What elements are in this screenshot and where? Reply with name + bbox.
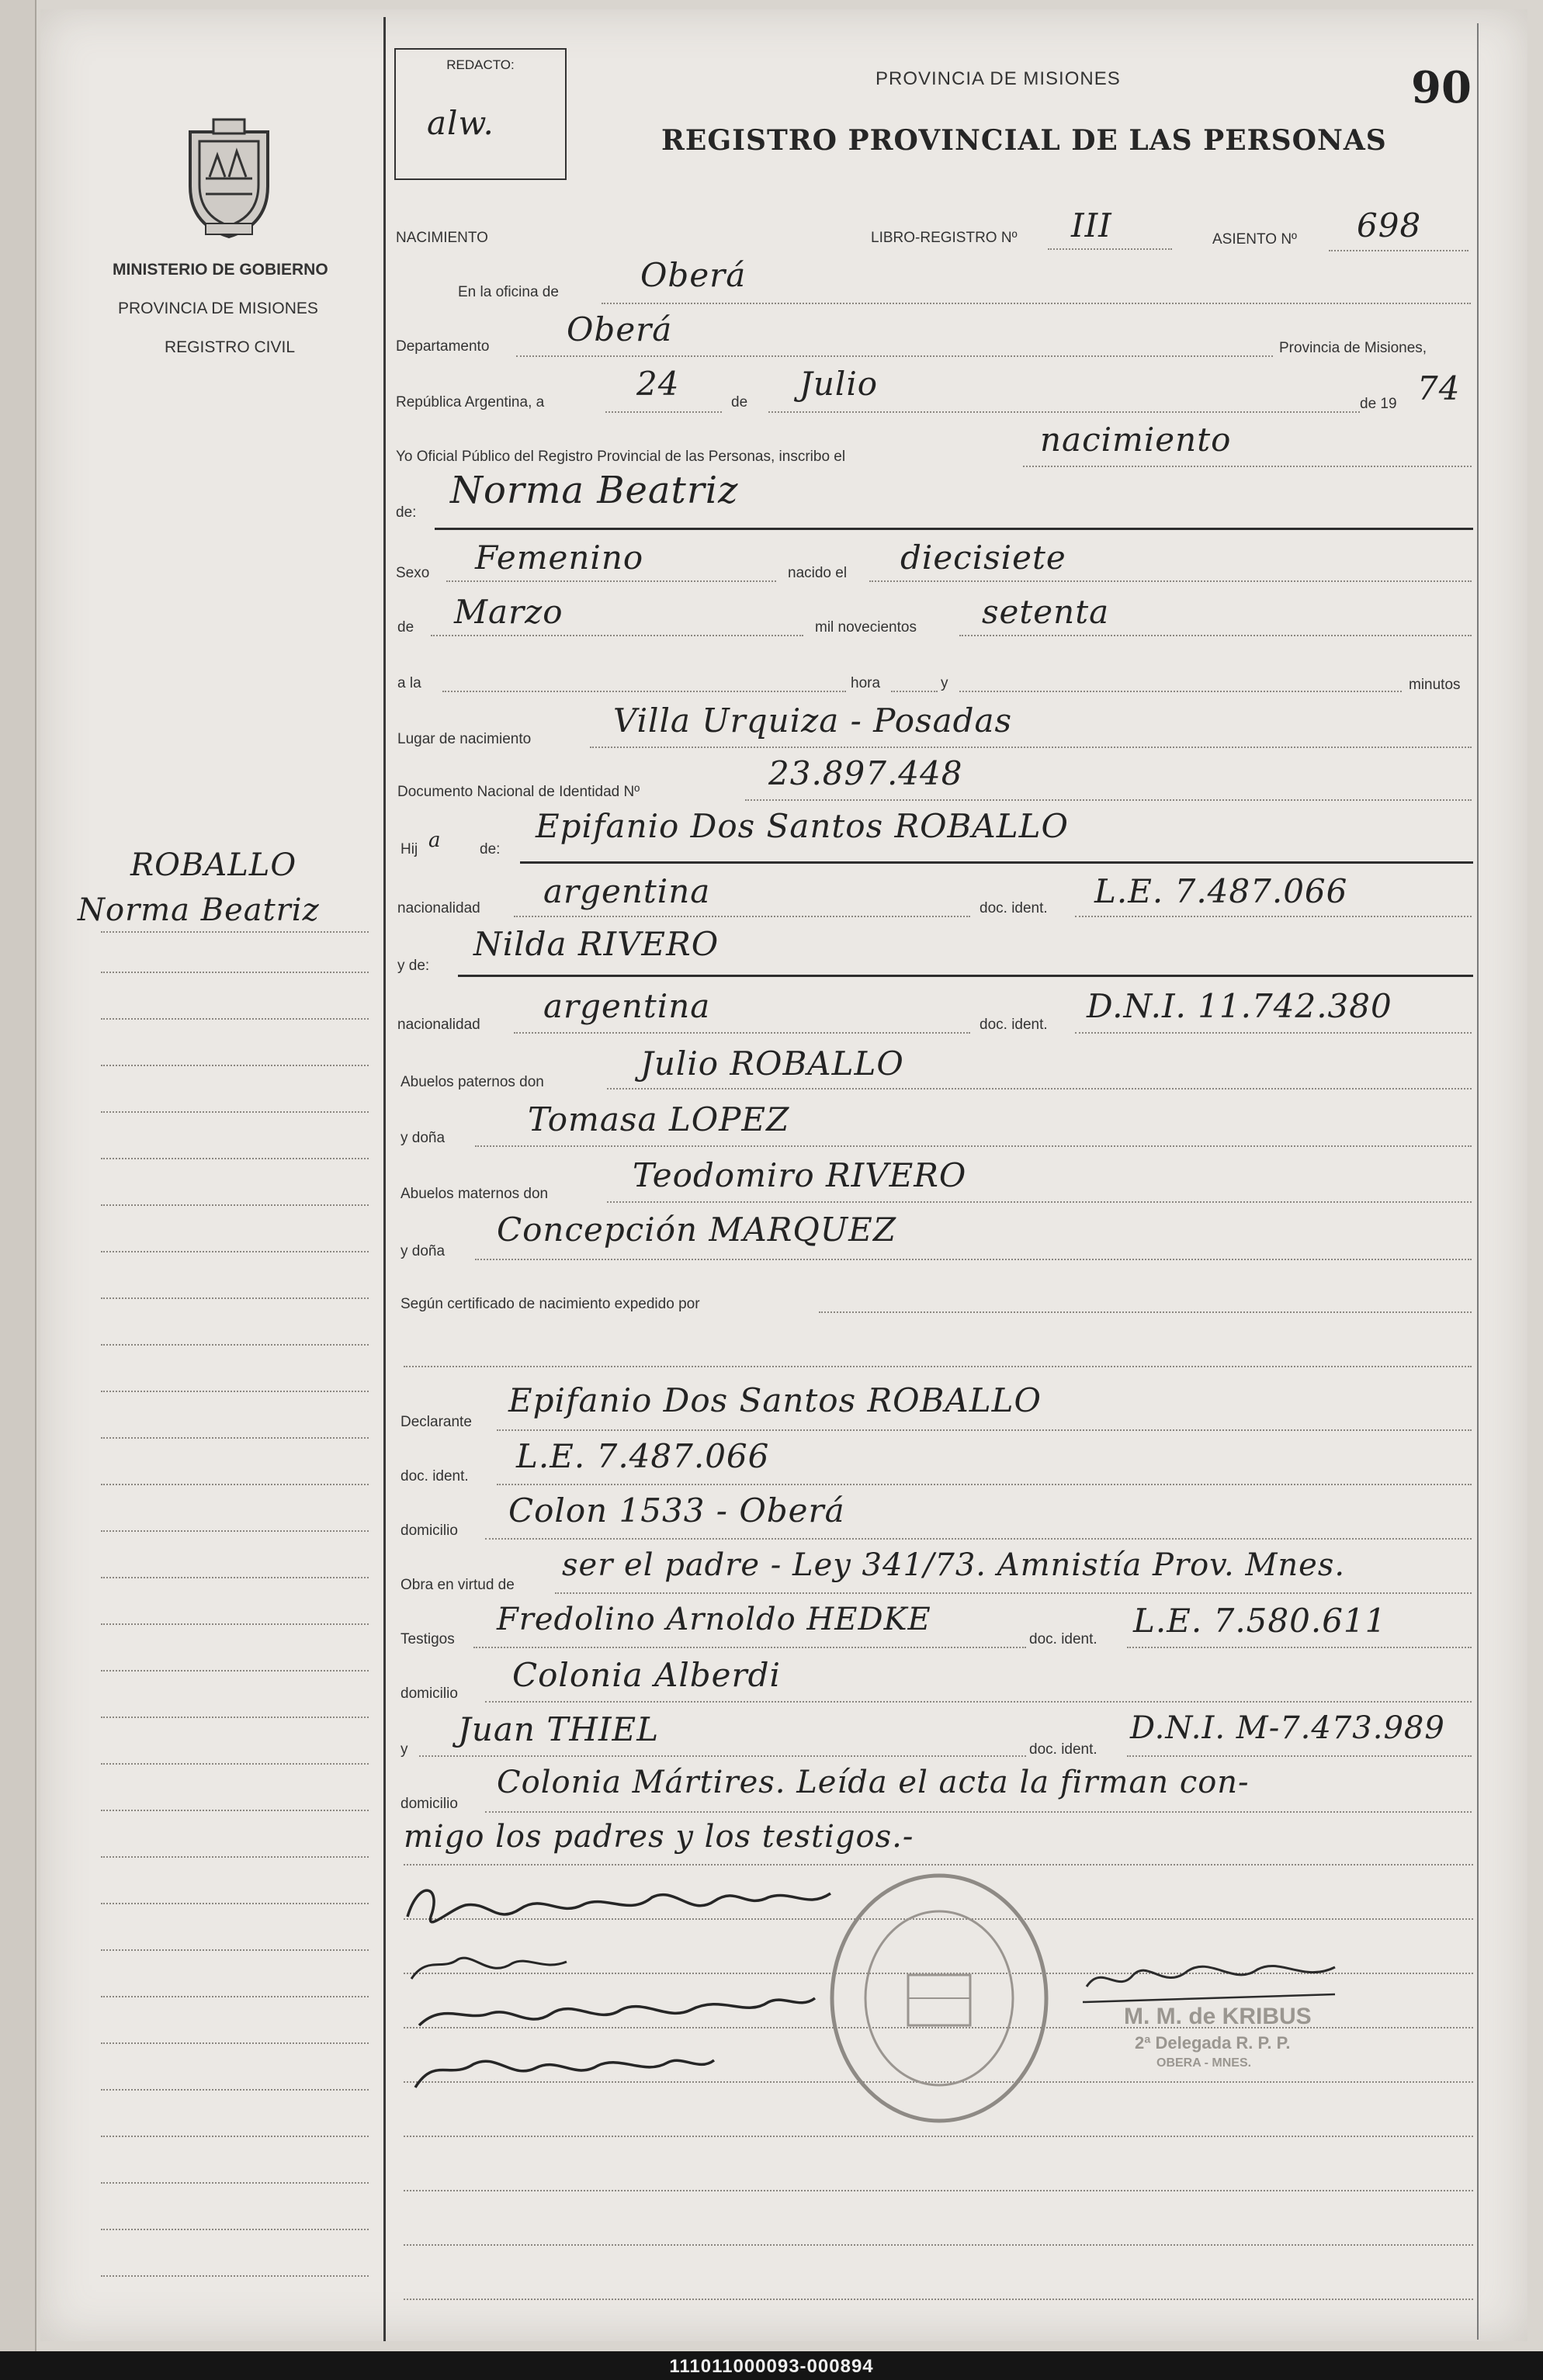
- testigo1-doc-label: doc. ident.: [1029, 1631, 1097, 1647]
- margin-surname: ROBALLO: [130, 847, 297, 883]
- obra-label: Obra en virtud de: [400, 1577, 515, 1593]
- hora-sep-line: [891, 691, 938, 692]
- ruled-line: [404, 2136, 1473, 2137]
- republica-label: República Argentina, a: [396, 394, 545, 411]
- margin-ruled-line: [101, 1065, 369, 1066]
- testigo2-dom: Colonia Mártires. Leída el acta la firman con-: [497, 1765, 1250, 1800]
- margin-ruled-line: [101, 1996, 369, 1997]
- ala-label: a la: [397, 675, 421, 691]
- day-line: [605, 411, 722, 413]
- hija-de-label: de:: [480, 841, 501, 857]
- margin-given-name: Norma Beatriz: [78, 892, 320, 928]
- obra-value: ser el padre - Ley 341/73. Amnistía Prov. Mnes.: [562, 1547, 1346, 1583]
- margin-ruled-line: [101, 1623, 369, 1625]
- testigo1-dom-label: domicilio: [400, 1685, 458, 1702]
- testigo2-dom-line: [485, 1811, 1472, 1813]
- abuelo-paterno: Julio ROBALLO: [640, 1044, 904, 1083]
- hija-label: Hij: [400, 841, 418, 857]
- page-title: REGISTRO PROVINCIAL DE LAS PERSONAS: [661, 124, 1387, 157]
- margin-ruled-line: [101, 1670, 369, 1672]
- mother-nationality-label: nacionalidad: [397, 1017, 480, 1033]
- father-nationality: argentina: [543, 872, 711, 910]
- abuela-materna: Concepción MARQUEZ: [497, 1211, 897, 1249]
- margin-ruled-line: [101, 972, 369, 973]
- margin-ruled-line: [101, 1530, 369, 1532]
- testigo2-doc-label: doc. ident.: [1029, 1741, 1097, 1758]
- margin-ruled-line: [101, 1204, 369, 1206]
- mother-doc-line: [1075, 1032, 1472, 1034]
- column-divider: [383, 17, 386, 2341]
- margin-ruled-line: [101, 1111, 369, 1113]
- birth-month-line: [431, 635, 803, 636]
- lugar-label: Lugar de nacimiento: [397, 731, 532, 747]
- dni-label: Documento Nacional de Identidad Nº: [397, 784, 640, 800]
- year-label: de 19: [1360, 396, 1397, 412]
- mother-nationality: argentina: [543, 987, 711, 1025]
- official-stamp-role: 2ª Delegada R. P. P.: [1135, 2033, 1291, 2053]
- margin-ruled-line: [101, 2229, 369, 2230]
- dni-value: 23.897.448: [768, 754, 963, 792]
- declarante-dom-line: [485, 1538, 1472, 1540]
- certificado-line: [819, 1311, 1472, 1313]
- inscribo-value: nacimiento: [1040, 421, 1232, 459]
- nacido-label: nacido el: [788, 565, 848, 581]
- father-name: Epifanio Dos Santos ROBALLO: [536, 807, 1069, 845]
- declarante-value: Epifanio Dos Santos ROBALLO: [508, 1381, 1042, 1419]
- nacido-value: diecisiete: [900, 539, 1066, 577]
- signatures-drawing: [396, 1862, 877, 2095]
- margin-ruled-line: [101, 931, 369, 933]
- father-underline: [520, 861, 1473, 864]
- testigo1-doc: L.E. 7.580.611: [1133, 1602, 1387, 1640]
- facing-page-edge: [0, 0, 36, 2351]
- margin-ruled-line: [101, 1251, 369, 1252]
- abuelo-materno: Teodomiro RIVERO: [633, 1156, 967, 1194]
- testigo2-doc: D.N.I. M-7.473.989: [1130, 1710, 1445, 1746]
- testigo1-doc-line: [1127, 1647, 1472, 1648]
- margin-ruled-line: [101, 1297, 369, 1299]
- province-seal-icon: [182, 116, 276, 241]
- oficina-line: [602, 303, 1471, 304]
- testigo2-name: Juan THIEL: [458, 1710, 660, 1748]
- testigo1-dom-line: [485, 1701, 1472, 1703]
- margin-ruled-line: [101, 2182, 369, 2184]
- declarante-line: [497, 1429, 1472, 1431]
- abuelos-mat-label: Abuelos maternos don: [400, 1186, 549, 1202]
- margin-ruled-line: [101, 2089, 369, 2091]
- testigo2-doc-line: [1127, 1755, 1472, 1757]
- de-month-label: de: [397, 619, 414, 636]
- margin-ruled-line: [101, 1158, 369, 1159]
- birth-month: Marzo: [454, 593, 563, 631]
- certificado-label: Según certificado de nacimiento expedido por: [400, 1296, 700, 1312]
- de-label: de: [731, 394, 748, 411]
- official-stamp-place: OBERA - MNES.: [1156, 2056, 1252, 2070]
- abuela-mat-line: [475, 1259, 1472, 1260]
- asiento-line: [1329, 250, 1468, 251]
- libro-value: III: [1071, 206, 1112, 244]
- footer-bar: [0, 2351, 1543, 2380]
- mother-yde-label: y de:: [397, 958, 430, 974]
- ministry-label: MINISTERIO DE GOBIERNO: [113, 261, 328, 279]
- ruled-line: [404, 2299, 1473, 2300]
- nacido-line: [869, 580, 1472, 582]
- margin-ruled-line: [101, 2275, 369, 2277]
- sidebar-registry: REGISTRO CIVIL: [165, 338, 296, 356]
- act-type-label: NACIMIENTO: [396, 230, 488, 246]
- minutos-line: [959, 691, 1402, 692]
- asiento-label: ASIENTO Nº: [1212, 231, 1297, 248]
- margin-ruled-line: [101, 1717, 369, 1718]
- obra-line: [555, 1592, 1472, 1594]
- testigo1-name: Fredolino Arnoldo HEDKE: [497, 1602, 931, 1637]
- mother-doc-label: doc. ident.: [980, 1017, 1048, 1033]
- person-name: Norma Beatriz: [450, 469, 739, 512]
- inscribo-label: Yo Oficial Público del Registro Provincial de las Personas, inscribo el: [396, 449, 846, 465]
- declarante-doc-line: [497, 1484, 1472, 1485]
- asiento-value: 698: [1357, 206, 1422, 244]
- official-stamp-name: M. M. de KRIBUS: [1124, 2004, 1312, 2029]
- mother-doc: D.N.I. 11.742.380: [1087, 987, 1392, 1025]
- margin-ruled-line: [101, 2136, 369, 2137]
- sidebar-province: PROVINCIA DE MISIONES: [118, 300, 318, 317]
- hora-label: hora: [851, 675, 881, 691]
- departamento-line: [516, 355, 1273, 357]
- testigo2-dom-label: domicilio: [400, 1796, 458, 1812]
- mother-name: Nilda RIVERO: [473, 925, 719, 963]
- departamento-label: Departamento: [396, 338, 490, 355]
- day-value: 24: [636, 365, 680, 403]
- name-underline: [435, 528, 1473, 530]
- certificado-line-2: [404, 1366, 1472, 1367]
- province-heading: PROVINCIA DE MISIONES: [876, 68, 1121, 89]
- inscribo-line: [1023, 466, 1472, 467]
- mil-label: mil novecientos: [815, 619, 917, 636]
- margin-ruled-line: [101, 1018, 369, 1020]
- margin-ruled-line: [101, 1344, 369, 1346]
- testigo2-line: [419, 1755, 1026, 1757]
- redacto-value: alw.: [427, 104, 494, 142]
- abuela-paterna: Tomasa LOPEZ: [528, 1100, 790, 1138]
- abuela-pat-label: y doña: [400, 1130, 446, 1146]
- y-label: y: [941, 675, 948, 691]
- father-doc: L.E. 7.487.066: [1094, 872, 1348, 910]
- libro-line: [1048, 248, 1172, 250]
- margin-ruled-line: [101, 1949, 369, 1951]
- abuelo-pat-line: [607, 1088, 1472, 1090]
- testigo1-line: [473, 1647, 1026, 1648]
- official-signature-drawing: [1079, 1948, 1358, 2010]
- mother-underline: [458, 975, 1473, 977]
- father-nat-line: [514, 916, 970, 917]
- oficina-value: Oberá: [640, 256, 747, 294]
- official-seal-stamp-icon: [827, 1870, 1052, 2126]
- birth-year-line: [959, 635, 1472, 636]
- month-value: Julio: [799, 365, 879, 403]
- month-line: [768, 411, 1360, 413]
- departamento-value: Oberá: [567, 310, 673, 348]
- hija-suffix: a: [428, 829, 442, 852]
- testigos-label: Testigos: [400, 1631, 455, 1647]
- redacto-label: REDACTO:: [446, 57, 515, 72]
- margin-ruled-line: [101, 1810, 369, 1811]
- libro-label: LIBRO-REGISTRO Nº: [871, 230, 1018, 246]
- right-margin-line: [1477, 23, 1479, 2340]
- declarante-doc-label: doc. ident.: [400, 1468, 469, 1484]
- de-colon-label: de:: [396, 504, 417, 521]
- provincia-suffix: Provincia de Misiones,: [1279, 340, 1427, 356]
- declarante-label: Declarante: [400, 1414, 472, 1430]
- margin-ruled-line: [101, 1391, 369, 1392]
- testigo2-y-label: y: [400, 1741, 408, 1758]
- oficina-label: En la oficina de: [458, 284, 559, 300]
- document-id: 111011000093-000894: [669, 2356, 874, 2377]
- abuela-pat-line: [475, 1145, 1472, 1147]
- ruled-line: [404, 2244, 1473, 2246]
- margin-ruled-line: [101, 1577, 369, 1578]
- lugar-line: [590, 747, 1472, 748]
- sexo-line: [446, 580, 776, 582]
- margin-ruled-line: [101, 1763, 369, 1765]
- birth-year-words: setenta: [982, 593, 1110, 631]
- closing-line: migo los padres y los testigos.-: [404, 1819, 914, 1855]
- margin-ruled-line: [101, 2042, 369, 2044]
- declarante-doc: L.E. 7.487.066: [516, 1437, 770, 1475]
- abuelo-mat-line: [607, 1201, 1472, 1203]
- father-nationality-label: nacionalidad: [397, 900, 480, 916]
- minutos-label: minutos: [1409, 677, 1461, 693]
- father-doc-line: [1075, 916, 1472, 917]
- declarante-dom-label: domicilio: [400, 1523, 458, 1539]
- dni-line: [745, 799, 1472, 801]
- testigo1-dom: Colonia Alberdi: [512, 1656, 781, 1694]
- abuela-mat-label: y doña: [400, 1243, 446, 1259]
- declarante-dom: Colon 1533 - Oberá: [508, 1491, 845, 1530]
- lugar-value: Villa Urquiza - Posadas: [613, 702, 1013, 740]
- page-number: 90: [1411, 62, 1472, 113]
- year-value: 74: [1417, 369, 1461, 407]
- abuelos-pat-label: Abuelos paternos don: [400, 1074, 544, 1090]
- margin-ruled-line: [101, 1484, 369, 1485]
- ruled-line: [404, 2190, 1473, 2191]
- sexo-label: Sexo: [396, 565, 430, 581]
- redacto-box: [394, 48, 567, 180]
- margin-ruled-line: [101, 1856, 369, 1858]
- margin-ruled-line: [101, 1437, 369, 1439]
- sexo-value: Femenino: [475, 539, 644, 577]
- father-doc-label: doc. ident.: [980, 900, 1048, 916]
- mother-nat-line: [514, 1032, 970, 1034]
- margin-ruled-line: [101, 1903, 369, 1904]
- hora-line: [442, 691, 846, 692]
